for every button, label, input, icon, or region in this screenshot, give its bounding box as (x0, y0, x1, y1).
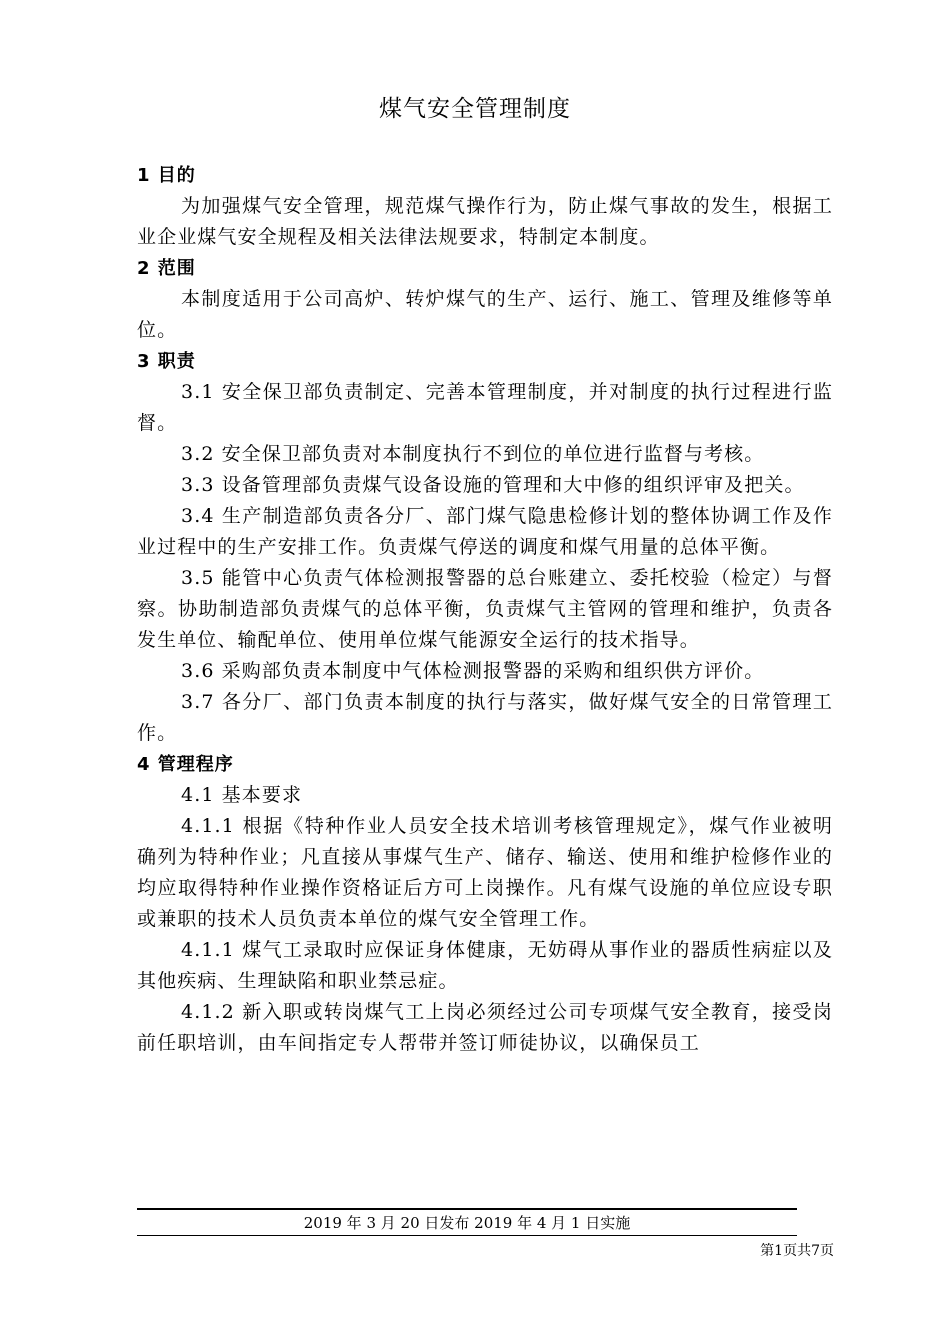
paragraph: 3.5 能管中心负责气体检测报警器的总台账建立、委托校验（检定）与督察。协助制造部负责煤气的总体平衡，负责煤气主管网的管理和维护，负责各发生单位、输配单位、使用单位煤气能源安全运行的技术指导。 (137, 567, 833, 651)
paragraph: 4.1 基本要求 (181, 784, 303, 806)
section-heading: 1 目的 (137, 165, 196, 186)
paragraph: 4.1.1 煤气工录取时应保证身体健康，无妨碍从事作业的器质性病症以及其他疾病、生理缺陷和职业禁忌症。 (137, 939, 833, 992)
document-title: 煤气安全管理制度 (379, 96, 571, 122)
footer-bottom-rule (137, 1235, 797, 1236)
paragraph: 4.1.1 根据《特种作业人员安全技术培训考核管理规定》，煤气作业被明确列为特种作业；凡直接从事煤气生产、储存、输送、使用和维护检修作业的均应取得特种作业操作资格证后方可上岗操作。凡有煤气设施的单位应设专职或兼职的技术人员负责本单位的煤气安全管理工作。 (137, 815, 833, 930)
document-body (137, 160, 833, 1059)
paragraph: 3.3 设备管理部负责煤气设备设施的管理和大中修的组织评审及把关。 (181, 474, 805, 496)
footer-top-rule (137, 1208, 797, 1210)
section-heading: 4 管理程序 (137, 754, 234, 775)
section-heading: 2 范围 (137, 258, 196, 279)
page-number: 第1页共7页 (760, 1243, 834, 1259)
paragraph: 3.2 安全保卫部负责对本制度执行不到位的单位进行监督与考核。 (181, 443, 765, 465)
paragraph: 3.1 安全保卫部负责制定、完善本管理制度，并对制度的执行过程进行监督。 (137, 381, 833, 434)
footer-dates: 2019 年 3 月 20 日发布 2019 年 4 月 1 日实施 (303, 1214, 631, 1232)
paragraph: 本制度适用于公司高炉、转炉煤气的生产、运行、施工、管理及维修等单位。 (137, 288, 833, 341)
paragraph: 3.7 各分厂、部门负责本制度的执行与落实，做好煤气安全的日常管理工作。 (137, 691, 833, 744)
paragraph: 3.4 生产制造部负责各分厂、部门煤气隐患检修计划的整体协调工作及作业过程中的生产安排工作。负责煤气停送的调度和煤气用量的总体平衡。 (137, 505, 833, 558)
paragraph: 为加强煤气安全管理，规范煤气操作行为，防止煤气事故的发生，根据工业企业煤气安全规程及相关法律法规要求，特制定本制度。 (137, 195, 833, 248)
paragraph: 4.1.2 新入职或转岗煤气工上岗必须经过公司专项煤气安全教育，接受岗前任职培训，由车间指定专人帮带并签订师徒协议，以确保员工 (137, 1001, 833, 1054)
paragraph: 3.6 采购部负责本制度中气体检测报警器的采购和组织供方评价。 (181, 660, 765, 682)
section-heading: 3 职责 (137, 351, 196, 372)
